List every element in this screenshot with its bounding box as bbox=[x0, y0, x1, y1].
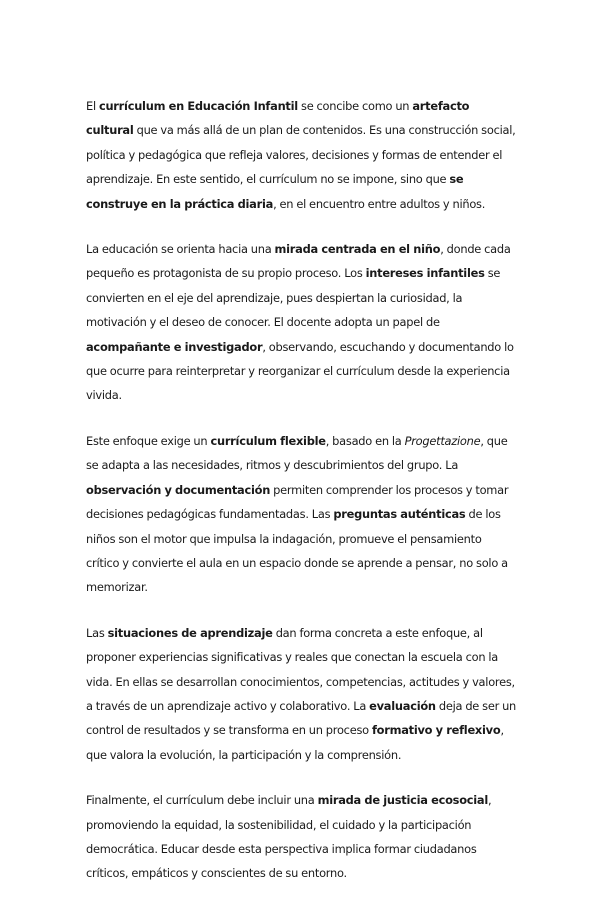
text-run: , que valora la evolución, la participación y la comprensión. bbox=[86, 723, 504, 762]
text-run: Finalmente, el currículum debe incluir una bbox=[86, 793, 318, 808]
italic-term: Progettazione bbox=[404, 433, 481, 448]
bold-phrase: se construye en la práctica diaria bbox=[86, 172, 464, 211]
bold-phrase: currículum en Educación Infantil bbox=[98, 99, 298, 113]
text-run: que va más allá de un plan de contenidos. Es una construcción social, política y pedagógica que refleja valores, decisiones y formas de entender el aprendizaje. En este sentido, el currículum no se impone, sino que bbox=[86, 123, 516, 187]
text-run: , que se adapta a las necesidades, ritmos y descubrimientos del grupo. La bbox=[86, 433, 508, 473]
bold-phrase: preguntas auténticas bbox=[333, 507, 466, 522]
text-run: se concibe como un bbox=[297, 99, 413, 113]
paragraph-learning-situations bbox=[86, 621, 516, 767]
text-run: El bbox=[86, 99, 99, 113]
paragraph-ecosocial-justice bbox=[86, 788, 516, 886]
paragraph-curriculum-definition bbox=[86, 94, 516, 216]
bold-phrase: artefacto cultural bbox=[86, 99, 470, 138]
text-run: Las bbox=[86, 625, 108, 640]
bold-phrase: mirada centrada en el niño bbox=[274, 242, 441, 257]
bold-phrase: evaluación bbox=[369, 698, 436, 713]
bold-phrase: formativo y reflexivo bbox=[371, 723, 501, 738]
text-run: Este enfoque exige un bbox=[86, 433, 211, 448]
bold-phrase: acompañante e investigador bbox=[86, 339, 263, 354]
bold-phrase: observación y documentación bbox=[86, 482, 271, 497]
bold-phrase: situaciones de aprendizaje bbox=[107, 625, 273, 640]
paragraph-child-centered bbox=[86, 237, 516, 408]
text-run: , donde cada pequeño es protagonista de su propio proceso. Los bbox=[86, 242, 511, 281]
text-run: , basado en la bbox=[325, 433, 405, 448]
paragraph-flexible-curriculum bbox=[86, 429, 516, 600]
text-run: de los niños son el motor que impulsa la indagación, promueve el pensamiento crítico y convierte el aula en un espacio donde se aprende a pensar, no solo a memorizar. bbox=[86, 507, 508, 595]
text-run: La educación se orienta hacia una bbox=[86, 242, 275, 257]
bold-phrase: mirada de justicia ecosocial bbox=[317, 793, 489, 808]
text-run: dan forma concreta a este enfoque, al proponer experiencias significativas y reales que conectan la escuela con la vida. En ellas se desarrollan conocimientos, competencias, actitudes y valores, a través de un aprendizaje activo y colaborativo. La bbox=[86, 625, 515, 713]
text-run: deja de ser un control de resultados y se transforma en un proceso bbox=[86, 698, 517, 738]
text-run: permiten comprender los procesos y tomar decisiones pedagógicas fundamentadas. Las bbox=[86, 482, 509, 522]
text-run: , observando, escuchando y documentando lo que ocurre para reinterpretar y reorganizar el currículum desde la experiencia vivida. bbox=[86, 339, 514, 403]
text-run: se convierten en el eje del aprendizaje, pues despiertan la curiosidad, la motivación y el deseo de conocer. El docente adopta un papel de bbox=[86, 266, 501, 330]
bold-phrase: intereses infantiles bbox=[365, 266, 485, 281]
text-run: , en el encuentro entre adultos y niños. bbox=[273, 196, 486, 211]
document-page bbox=[86, 94, 516, 907]
text-run: , promoviendo la equidad, la sostenibilidad, el cuidado y la participación democrática. Educar desde esta perspectiva implica formar ciudadanos críticos, empáticos y conscientes de su entorno. bbox=[86, 793, 492, 881]
bold-phrase: currículum flexible bbox=[210, 433, 326, 448]
